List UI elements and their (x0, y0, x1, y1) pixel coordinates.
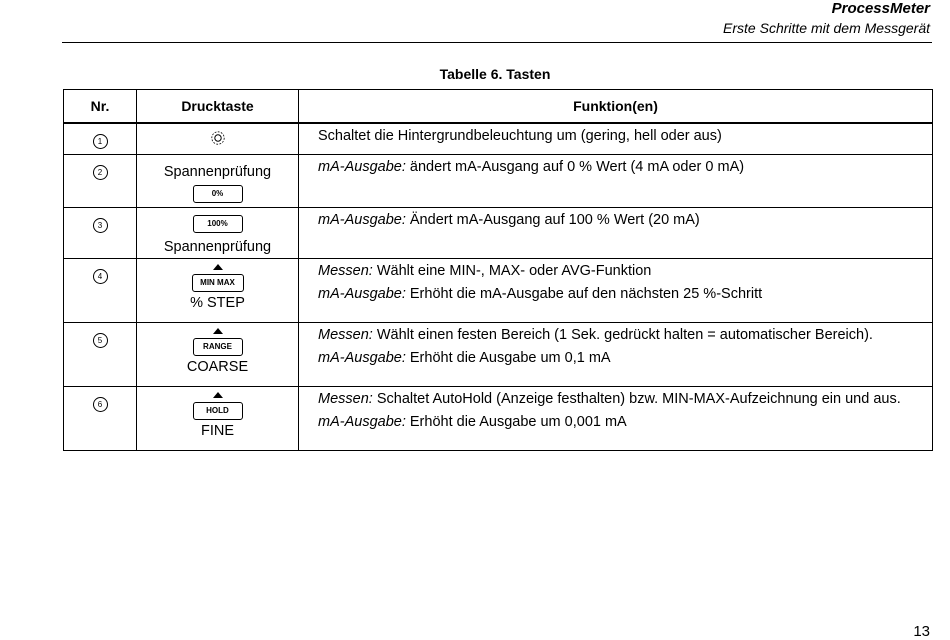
function-line: mA-Ausgabe: Ändert mA-Ausgang auf 100 % Wert (20 mA) (318, 211, 700, 228)
function-line: mA-Ausgabe: Erhöht die mA-Ausgabe auf den nächsten 25 %-Schritt (318, 285, 763, 302)
header-section-title: Erste Schritte mit dem Messgerät (723, 20, 930, 36)
row-number: 1 (93, 134, 108, 149)
row-number: 4 (93, 269, 108, 284)
column-header-key: Drucktaste (137, 90, 299, 124)
page-number: 13 (913, 623, 930, 640)
row-number: 6 (93, 397, 108, 412)
hold-keycap: HOLD (193, 402, 243, 420)
keys-table (63, 89, 933, 451)
row-number: 5 (93, 333, 108, 348)
table-row (64, 154, 933, 207)
arrow-up-icon (213, 392, 223, 398)
table-row (64, 386, 933, 450)
hundred-percent-keycap: 100% (193, 215, 243, 233)
table-row (64, 322, 933, 386)
function-line: mA-Ausgabe: Erhöht die Ausgabe um 0,001 mA (318, 413, 627, 430)
function-line: Messen: Wählt eine MIN-, MAX- oder AVG-Funktion (318, 262, 652, 279)
table-title: Tabelle 6. Tasten (439, 66, 551, 82)
min-max-keycap: MIN MAX (192, 274, 244, 292)
arrow-up-icon (213, 264, 223, 270)
header-divider (62, 42, 932, 43)
function-line: Messen: Schaltet AutoHold (Anzeige festhalten) bzw. MIN-MAX-Aufzeichnung ein und aus. (318, 390, 901, 407)
zero-percent-keycap: 0% (193, 185, 243, 203)
table-header-row (64, 90, 933, 124)
column-header-function: Funktion(en) (299, 90, 933, 124)
header-product-name: ProcessMeter (831, 0, 930, 17)
key-label: FINE (200, 422, 235, 439)
key-label: % STEP (190, 294, 245, 311)
column-header-nr: Nr. (64, 90, 137, 124)
function-line: mA-Ausgabe: Erhöht die Ausgabe um 0,1 mA (318, 349, 611, 366)
function-line: Messen: Wählt einen festen Bereich (1 Sek. gedrückt halten = automatischer Bereich). (318, 326, 873, 343)
key-label: Spannenprüfung (163, 238, 272, 255)
table-row (64, 258, 933, 322)
table-row (64, 123, 933, 154)
key-label: COARSE (186, 358, 249, 375)
range-keycap: RANGE (193, 338, 243, 356)
table-row (64, 207, 933, 258)
arrow-up-icon (213, 328, 223, 334)
row-number: 3 (93, 218, 108, 233)
key-label: Spannenprüfung (163, 163, 272, 180)
backlight-icon (209, 129, 227, 150)
function-line: mA-Ausgabe: ändert mA-Ausgang auf 0 % Wert (4 mA oder 0 mA) (318, 158, 745, 175)
function-line: Schaltet die Hintergrundbeleuchtung um (gering, hell oder aus) (318, 128, 722, 144)
row-number: 2 (93, 165, 108, 180)
